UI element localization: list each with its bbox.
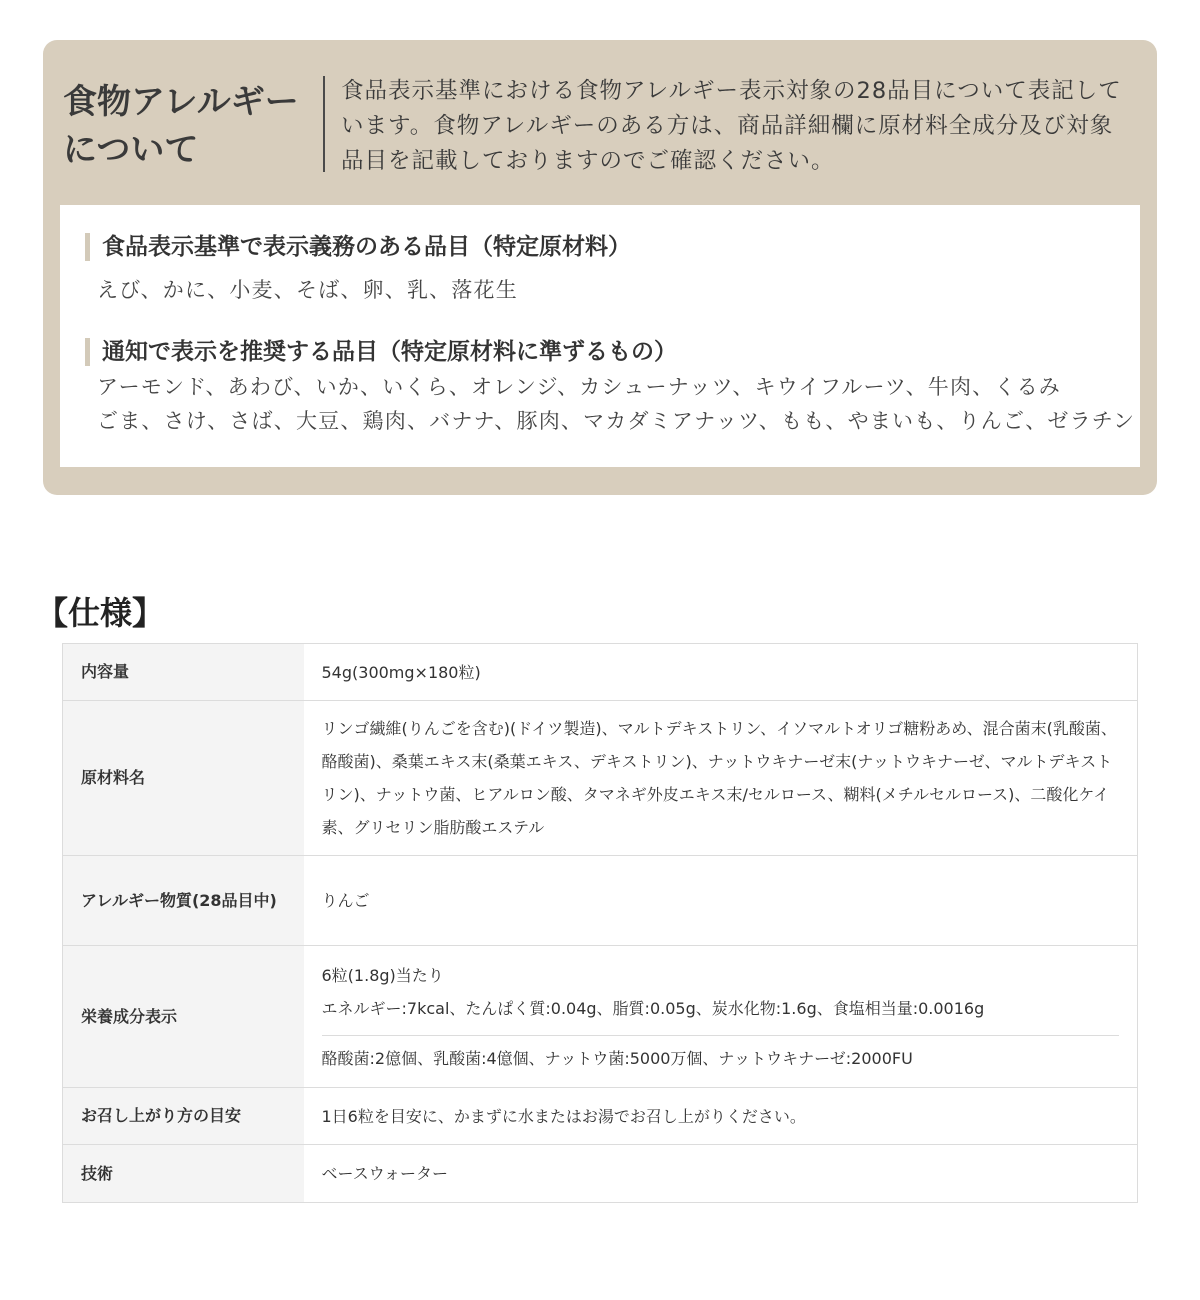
table-row bbox=[63, 856, 1138, 946]
spec-label-technology: 技術 bbox=[63, 1145, 304, 1203]
table-row bbox=[63, 1145, 1138, 1203]
spec-label-intake: お召し上がり方の目安 bbox=[63, 1088, 304, 1145]
nutrition-extra: 酪酸菌:2億個、乳酸菌:4億個、ナットウ菌:5000万個、ナットウキナーゼ:2000FU bbox=[321, 1048, 913, 1068]
spec-value-technology: ベースウォーター bbox=[304, 1145, 1138, 1203]
nutrition-serving: 6粒(1.8g)当たり bbox=[321, 965, 444, 985]
recommended-items-line-1: アーモンド、あわび、いか、いくら、オレンジ、カシューナッツ、キウイフルーツ、牛肉、くるみ bbox=[97, 375, 1061, 399]
spec-value-nutrition bbox=[304, 946, 1138, 1088]
mandatory-items-list: えび、かに、小麦、そば、卵、乳、落花生 bbox=[97, 278, 518, 302]
table-row bbox=[63, 1088, 1138, 1145]
mandatory-items-heading: 食品表示基準で表示義務のある品目（特定原材料） bbox=[85, 233, 631, 261]
recommended-items-line-2: ごま、さけ、さば、大豆、鶏肉、バナナ、豚肉、マカダミアナッツ、もも、やまいも、りんご、ゼラチン bbox=[97, 409, 1136, 433]
spec-title: 【仕様】 bbox=[36, 594, 165, 632]
recommended-items-heading: 通知で表示を推奨する品目（特定原材料に準ずるもの） bbox=[85, 338, 677, 366]
table-row bbox=[63, 644, 1138, 701]
spec-label-ingredients: 原材料名 bbox=[63, 701, 304, 856]
allergy-panel bbox=[43, 40, 1157, 495]
nutrition-divider bbox=[322, 1035, 1120, 1036]
spec-label-capacity: 内容量 bbox=[63, 644, 304, 701]
allergy-title: 食物アレルギー について bbox=[63, 82, 299, 170]
spec-value-capacity: 54g(300mg×180粒) bbox=[304, 644, 1138, 701]
allergy-items-box bbox=[60, 205, 1140, 467]
allergy-description: 食品表示基準における食物アレルギー表示対象の28品目について表記しています。食物アレルギーのある方は、商品詳細欄に原材料全成分及び対象品目を記載しておりますのでご確認ください。 bbox=[341, 78, 1122, 174]
table-row bbox=[63, 946, 1138, 1088]
spec-label-allergen: アレルギー物質(28品目中) bbox=[63, 856, 304, 946]
table-row bbox=[63, 701, 1138, 856]
spec-value-allergen: りんご bbox=[304, 856, 1138, 946]
nutrition-values: エネルギー:7kcal、たんぱく質:0.04g、脂質:0.05g、炭水化物:1.6g、食塩相当量:0.0016g bbox=[321, 998, 985, 1018]
allergy-divider bbox=[323, 76, 325, 172]
spec-value-ingredients: リンゴ繊維(りんごを含む)(ドイツ製造)、マルトデキストリン、イソマルトオリゴ糖粉あめ、混合菌末(乳酸菌、酪酸菌)、桑葉エキス末(桑葉エキス、デキストリン)、ナットウキナーゼ末(ナットウキナーゼ、マルトデキストリン)、ナットウ菌、ヒアルロン酸、タマネギ外皮エキス末/セルロース、糊料(メチルセルロース)、二酸化ケイ素、グリセリン脂肪酸エステル bbox=[304, 701, 1138, 856]
spec-value-intake: 1日6粒を目安に、かまずに水またはお湯でお召し上がりください。 bbox=[304, 1088, 1138, 1145]
spec-table bbox=[62, 643, 1138, 1203]
spec-label-nutrition: 栄養成分表示 bbox=[63, 946, 304, 1088]
